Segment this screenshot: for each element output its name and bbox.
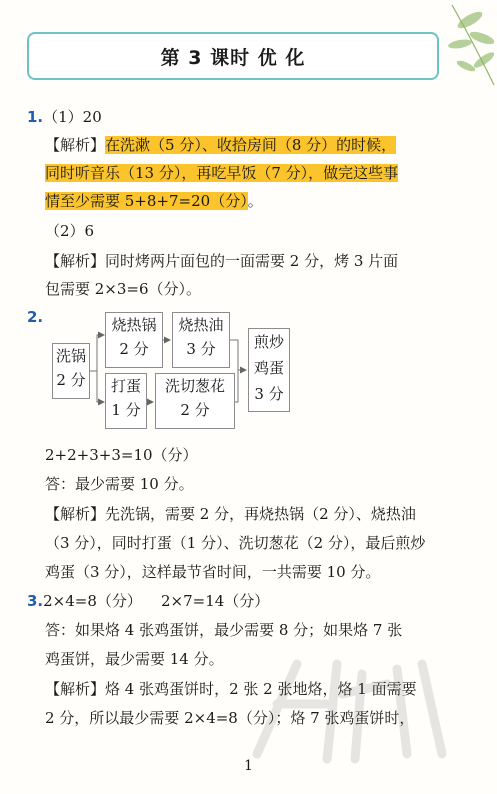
q2-box-wash-pot	[52, 343, 90, 399]
q3-equations-line	[27, 591, 269, 611]
box-time: 1 分	[111, 401, 141, 419]
q2-analysis-line3: 鸡蛋（3 分），这样最节省时间，一共需要 10 分。	[45, 563, 381, 581]
q3-analysis-line2: 2 分，所以最少需要 2×4=8（分）；烙 7 张鸡蛋饼时，	[45, 709, 415, 727]
box-label: 洗锅	[55, 347, 86, 365]
q1-highlight-line3: 情至少需要 5+8+7=20（分）	[45, 192, 248, 210]
q2-answer: 答：最少需要 10 分。	[45, 475, 194, 493]
q1-number: 1.	[27, 108, 44, 126]
box-time: 2 分	[56, 371, 86, 389]
box-label: 煎炒	[253, 333, 284, 351]
q1-analysis-line2	[45, 163, 398, 183]
q2-analysis-line1	[45, 504, 416, 524]
box-label: 打蛋	[110, 377, 141, 395]
box-label: 洗切葱花	[164, 377, 225, 395]
q1-analysis2-line1	[45, 251, 398, 271]
box-time: 2 分	[119, 340, 149, 358]
q3-answer-line1: 答：如果烙 4 张鸡蛋饼，最少需要 8 分；如果烙 7 张	[45, 621, 403, 639]
q2-number-line	[27, 307, 43, 327]
box-time: 3 分	[186, 340, 216, 358]
q2-equation: 2+2+3+3=10（分）	[45, 446, 198, 464]
q2-number: 2.	[27, 308, 44, 326]
lesson-title-box	[27, 32, 439, 80]
q1-highlight-line1: 在洗漱（5 分）、收拾房间（8 分）的时候，	[105, 136, 397, 154]
q1-analysis-line1	[45, 135, 396, 155]
box-label-2: 鸡蛋	[253, 359, 284, 377]
watermark-icon	[237, 634, 457, 774]
q2-analysis-tag: 【解析】	[45, 505, 106, 523]
q3-equations: 2×4=8（分） 2×7=14（分）	[43, 592, 270, 610]
q2-box-heat-oil	[172, 312, 230, 368]
q3-answer-line2: 鸡蛋饼，最少需要 14 分。	[45, 650, 224, 668]
lesson-title: 第 3 课时 优 化	[160, 46, 306, 69]
q1-highlight-line2: 同时听音乐（13 分），再吃早饭（7 分），做完这些事	[45, 164, 399, 182]
q3-number: 3.	[27, 592, 44, 610]
q2-box-chop-onion	[155, 373, 235, 429]
q1-part2: （2）6	[45, 222, 95, 240]
box-label: 烧热油	[178, 316, 224, 334]
q2-box-heat-pot	[105, 312, 163, 368]
q3-analysis-text1: 烙 4 张鸡蛋饼时，2 张 2 张地烙，烙 1 面需要	[105, 680, 417, 698]
q1-part1-line	[27, 107, 102, 127]
q1-analysis2-text: 同时烤两片面包的一面需要 2 分，烤 3 片面	[105, 252, 399, 270]
q1-analysis2-line2: 包需要 2×3=6（分）。	[45, 280, 202, 298]
q2-analysis-line2: （3 分），同时打蛋（1 分）、洗切葱花（2 分），最后煎炒	[45, 534, 426, 552]
q2-box-beat-egg	[105, 373, 147, 429]
box-label: 烧热锅	[111, 316, 157, 334]
q3-analysis-tag: 【解析】	[45, 680, 106, 698]
q2-analysis-text1: 先洗锅，需要 2 分，再烧热锅（2 分）、烧热油	[105, 505, 416, 523]
q2-box-fry-egg	[248, 328, 290, 412]
box-time: 3 分	[254, 385, 284, 403]
q1-analysis-tag: 【解析】	[45, 136, 106, 154]
box-time: 2 分	[180, 401, 210, 419]
q1-analysis2-tag: 【解析】	[45, 252, 106, 270]
q1-analysis-line3	[45, 191, 263, 211]
q1-highlight-end: 。	[247, 192, 263, 210]
q1-part1: （1）20	[43, 108, 102, 126]
page-number: 1	[244, 758, 253, 774]
